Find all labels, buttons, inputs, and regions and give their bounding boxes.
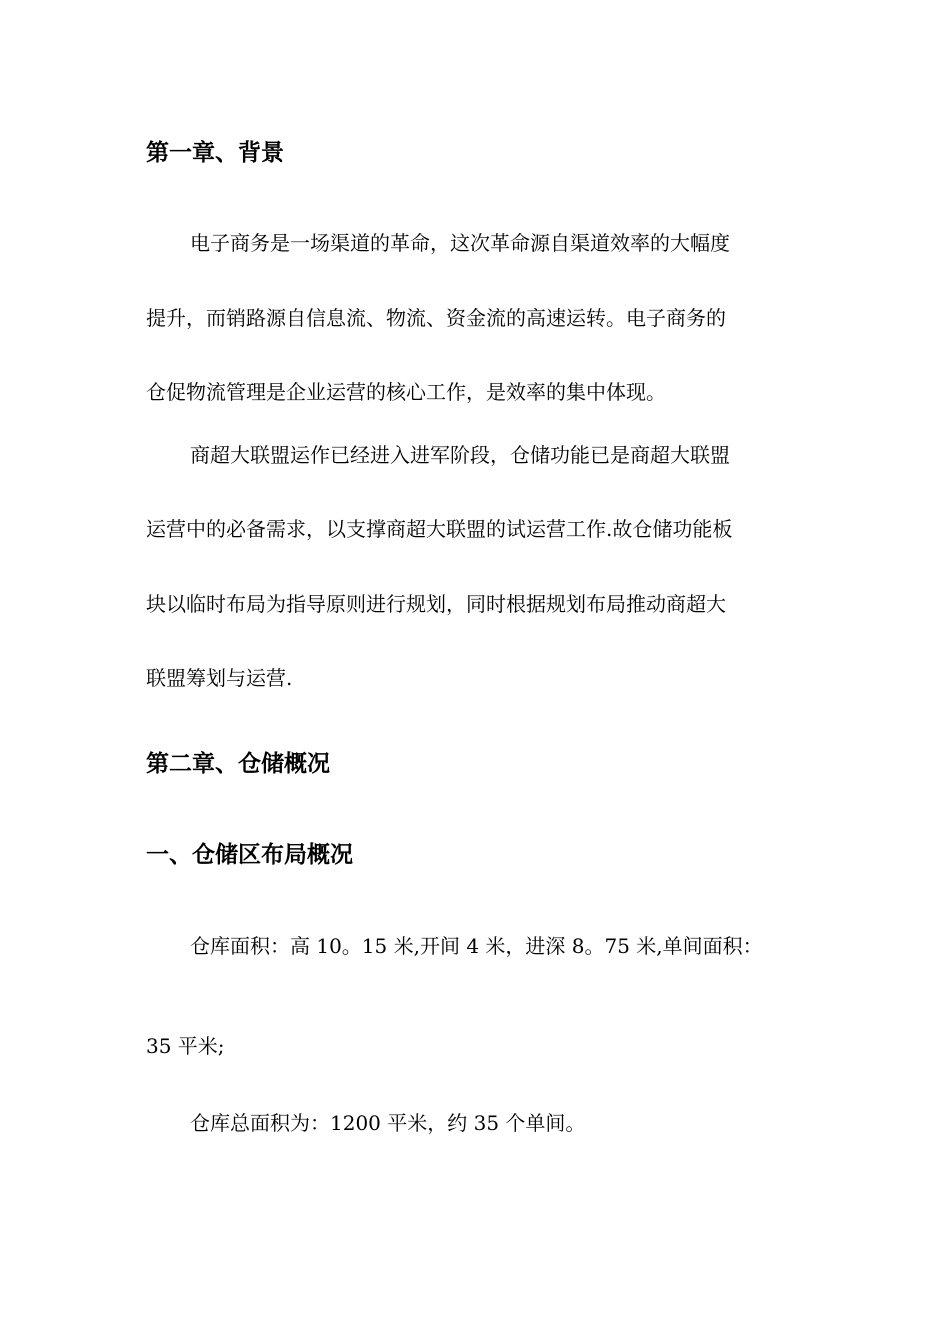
chapter-1-paragraph-2-line-2: 运营中的必备需求，以支撑商超大联盟的试运营工作.故仓储功能板 <box>146 517 733 541</box>
chapter-1-paragraph-1-line-2: 提升，而销路源自信息流、物流、资金流的高速运转。电子商务的 <box>146 306 726 330</box>
chapter-1-paragraph-1-line-1: 电子商务是一场渠道的革命，这次革命源自渠道效率的大幅度 <box>190 231 730 255</box>
chapter-1-paragraph-2-line-4: 联盟筹划与运营. <box>146 666 293 690</box>
section-1-paragraph-1-line-1: 仓库面积：高 10。15 米,开间 4 米，进深 8。75 米,单间面积： <box>190 934 763 958</box>
section-1-heading: 一、仓储区布局概况 <box>146 842 353 868</box>
chapter-1-paragraph-2-line-3: 块以临时布局为指导原则进行规划，同时根据规划布局推动商超大 <box>146 592 726 616</box>
chapter-1-paragraph-2-line-1: 商超大联盟运作已经进入进军阶段，仓储功能已是商超大联盟 <box>190 443 730 467</box>
chapter-1-heading: 第一章、背景 <box>146 140 284 166</box>
section-1-paragraph-1-line-2: 35 平米; <box>146 1034 225 1058</box>
chapter-2-heading: 第二章、仓储概况 <box>146 751 330 777</box>
chapter-1-paragraph-1-line-3: 仓促物流管理是企业运营的核心工作，是效率的集中体现。 <box>146 380 666 404</box>
section-1-paragraph-2-line-1: 仓库总面积为：1200 平米，约 35 个单间。 <box>190 1111 586 1135</box>
